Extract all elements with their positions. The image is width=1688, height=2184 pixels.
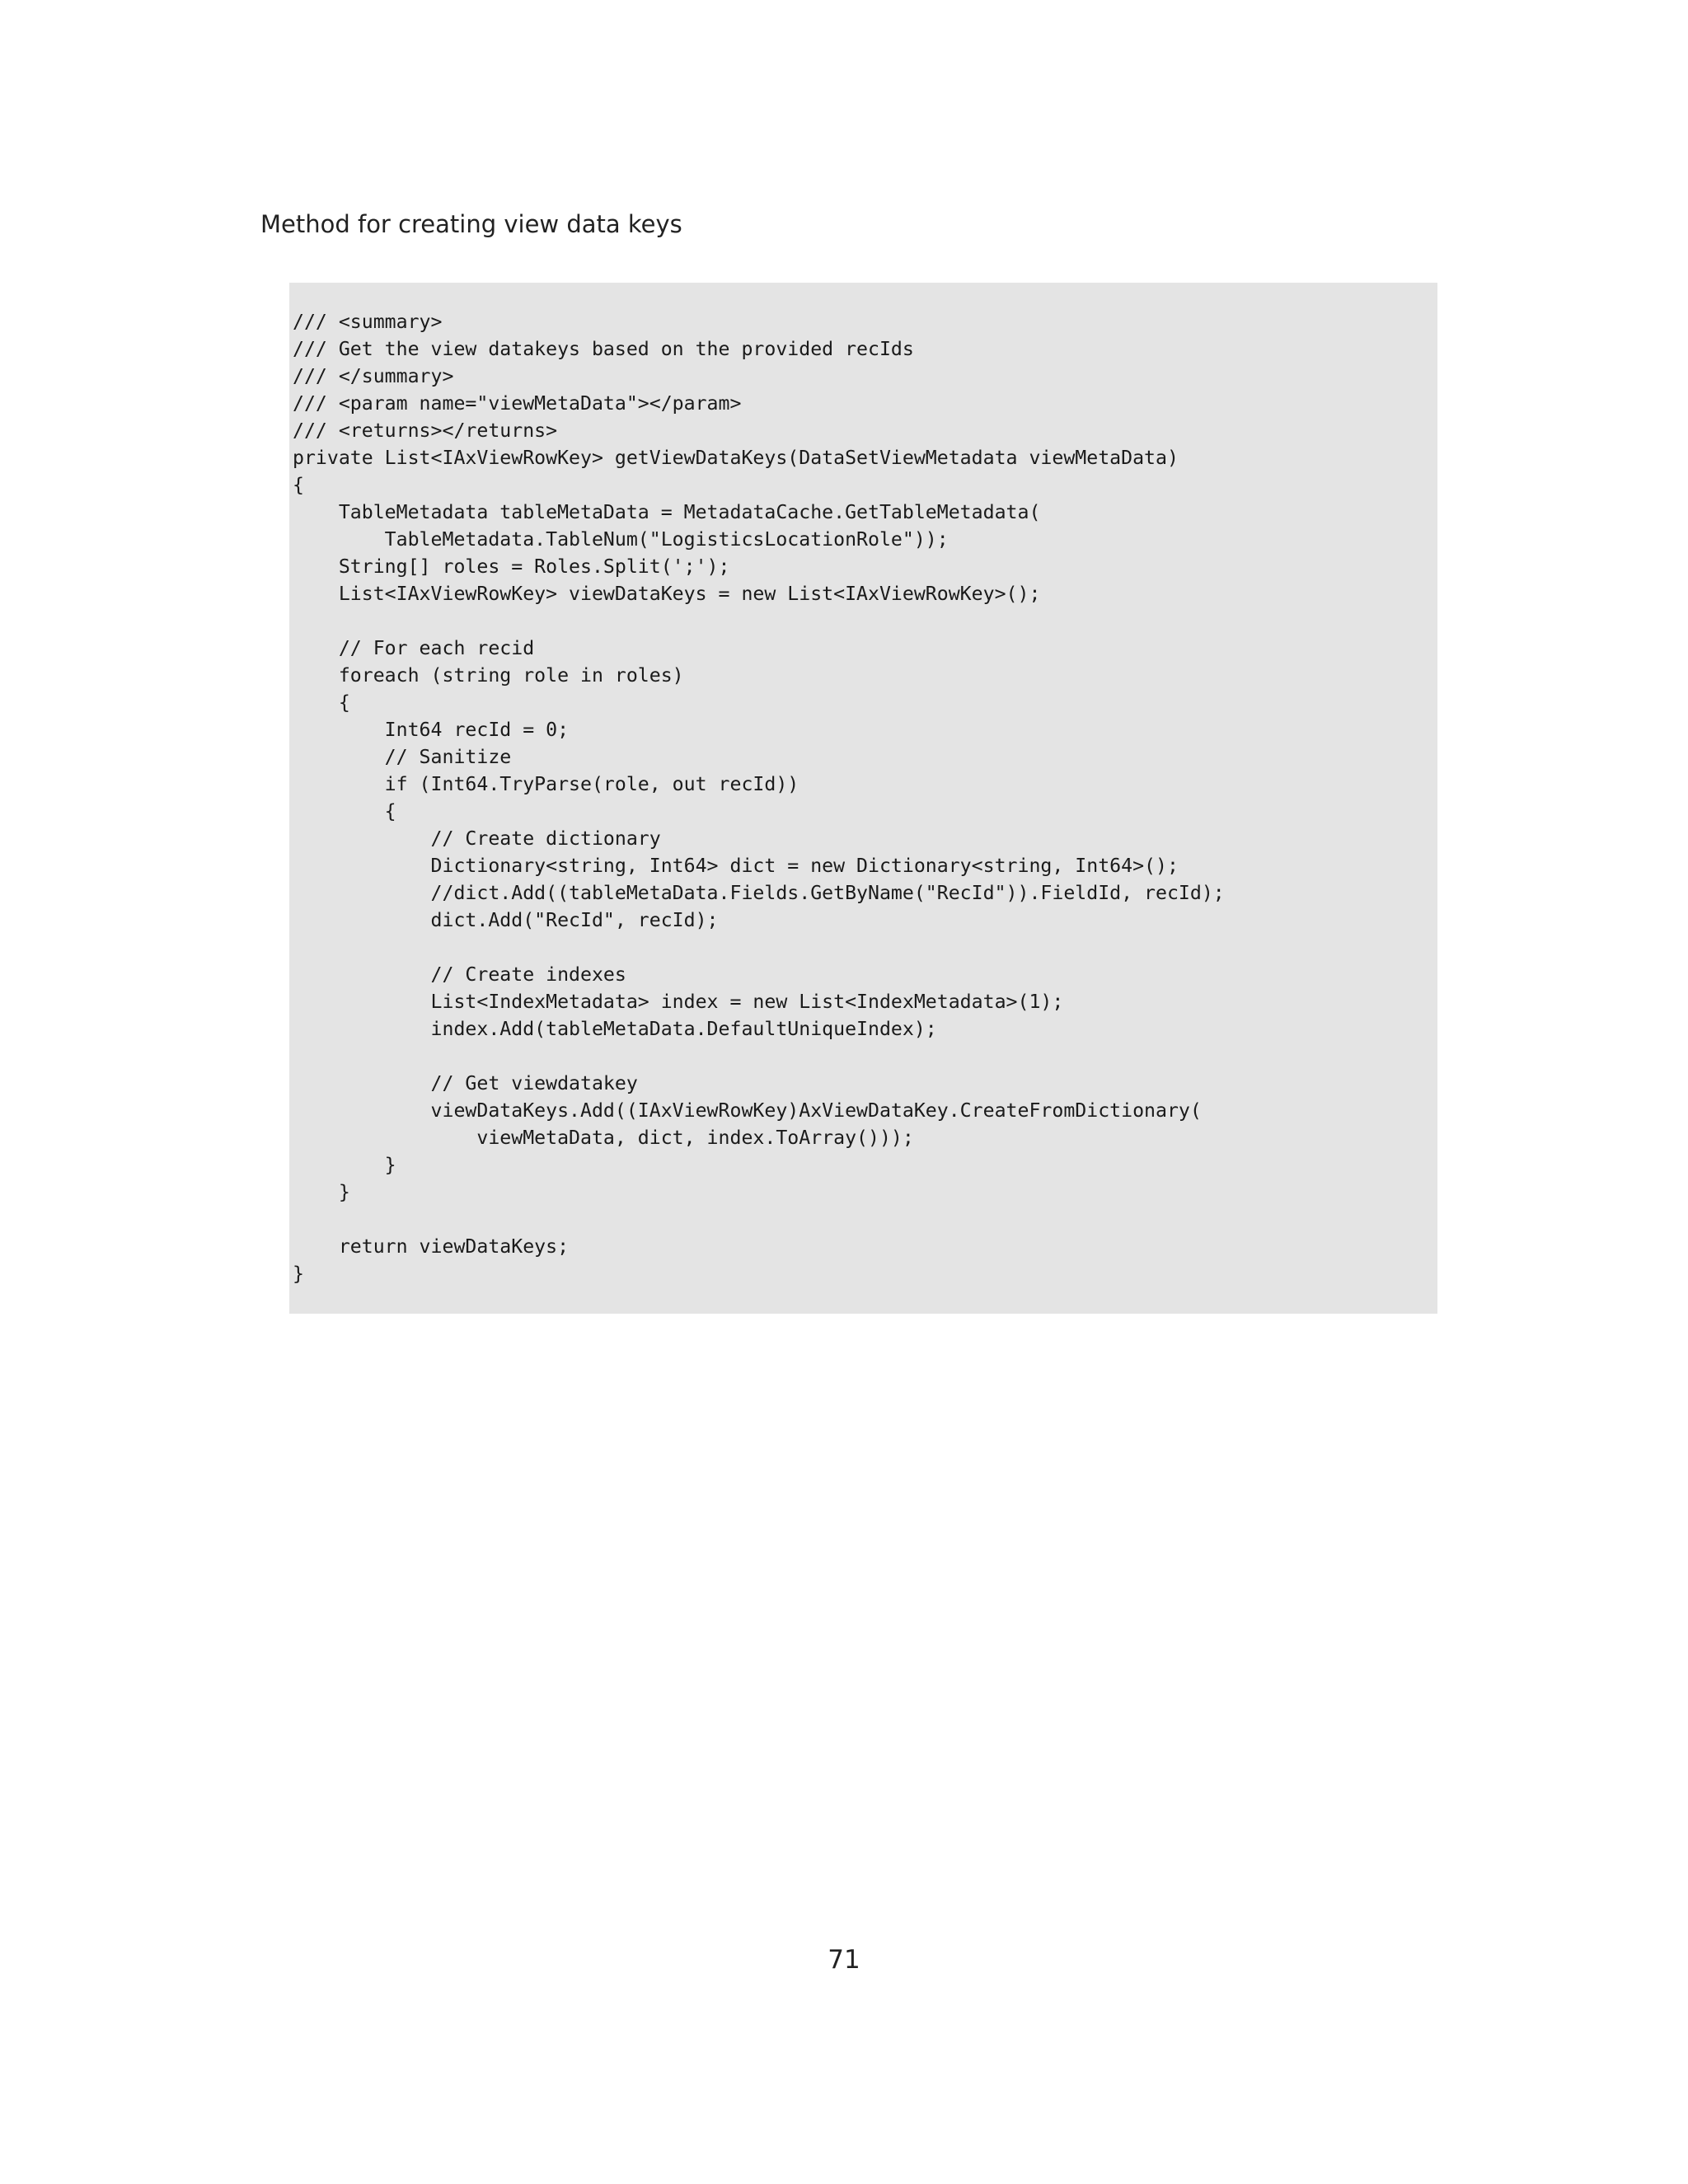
code-line: } bbox=[293, 1181, 350, 1203]
code-line: // For each recid bbox=[293, 637, 535, 659]
code-line: /// <summary> bbox=[293, 311, 443, 333]
code-line bbox=[293, 1206, 1225, 1233]
code-line bbox=[293, 607, 1225, 635]
code-line: List<IAxViewRowKey> viewDataKeys = new List<IAxViewRowKey>(); bbox=[293, 583, 1041, 605]
code-line: /// <param name="viewMetaData"></param> bbox=[293, 392, 742, 415]
code-line: /// </summary> bbox=[293, 365, 454, 387]
code-line: Dictionary<string, Int64> dict = new Dictionary<string, Int64>(); bbox=[293, 855, 1179, 877]
code-line: viewDataKeys.Add((IAxViewRowKey)AxViewDataKey.CreateFromDictionary( bbox=[293, 1099, 1202, 1122]
section-heading: Method for creating view data keys bbox=[260, 210, 682, 238]
code-line: // Create indexes bbox=[293, 963, 626, 986]
code-line: TableMetadata tableMetaData = MetadataCache.GetTableMetadata( bbox=[293, 501, 1041, 523]
code-line: // Get viewdatakey bbox=[293, 1072, 638, 1094]
code-line: String[] roles = Roles.Split(';'); bbox=[293, 555, 730, 578]
code-line: } bbox=[293, 1154, 396, 1176]
code-line: TableMetadata.TableNum("LogisticsLocationRole")); bbox=[293, 528, 949, 551]
code-block bbox=[293, 308, 1225, 1287]
code-line: } bbox=[293, 1263, 304, 1285]
code-line: { bbox=[293, 691, 350, 714]
code-line: { bbox=[293, 474, 304, 496]
code-line: // Create dictionary bbox=[293, 827, 661, 850]
code-line: private List<IAxViewRowKey> getViewDataKeys(DataSetViewMetadata viewMetaData) bbox=[293, 447, 1179, 469]
code-line: viewMetaData, dict, index.ToArray())); bbox=[293, 1127, 914, 1149]
code-line bbox=[293, 1043, 1225, 1070]
code-line bbox=[293, 934, 1225, 961]
code-line: { bbox=[293, 800, 396, 823]
code-line: //dict.Add((tableMetaData.Fields.GetByName("RecId")).FieldId, recId); bbox=[293, 882, 1225, 904]
page-number: 71 bbox=[828, 1945, 860, 1975]
code-line: foreach (string role in roles) bbox=[293, 664, 684, 687]
code-line: /// Get the view datakeys based on the provided recIds bbox=[293, 338, 914, 360]
code-line: if (Int64.TryParse(role, out recId)) bbox=[293, 773, 799, 795]
code-line: // Sanitize bbox=[293, 746, 512, 768]
code-line: return viewDataKeys; bbox=[293, 1235, 570, 1258]
code-line: dict.Add("RecId", recId); bbox=[293, 909, 719, 931]
code-line: /// <returns></returns> bbox=[293, 419, 558, 442]
code-line: Int64 recId = 0; bbox=[293, 719, 570, 741]
code-line: List<IndexMetadata> index = new List<IndexMetadata>(1); bbox=[293, 991, 1064, 1013]
code-listing bbox=[289, 283, 1437, 1314]
code-line: index.Add(tableMetaData.DefaultUniqueIndex); bbox=[293, 1018, 937, 1040]
